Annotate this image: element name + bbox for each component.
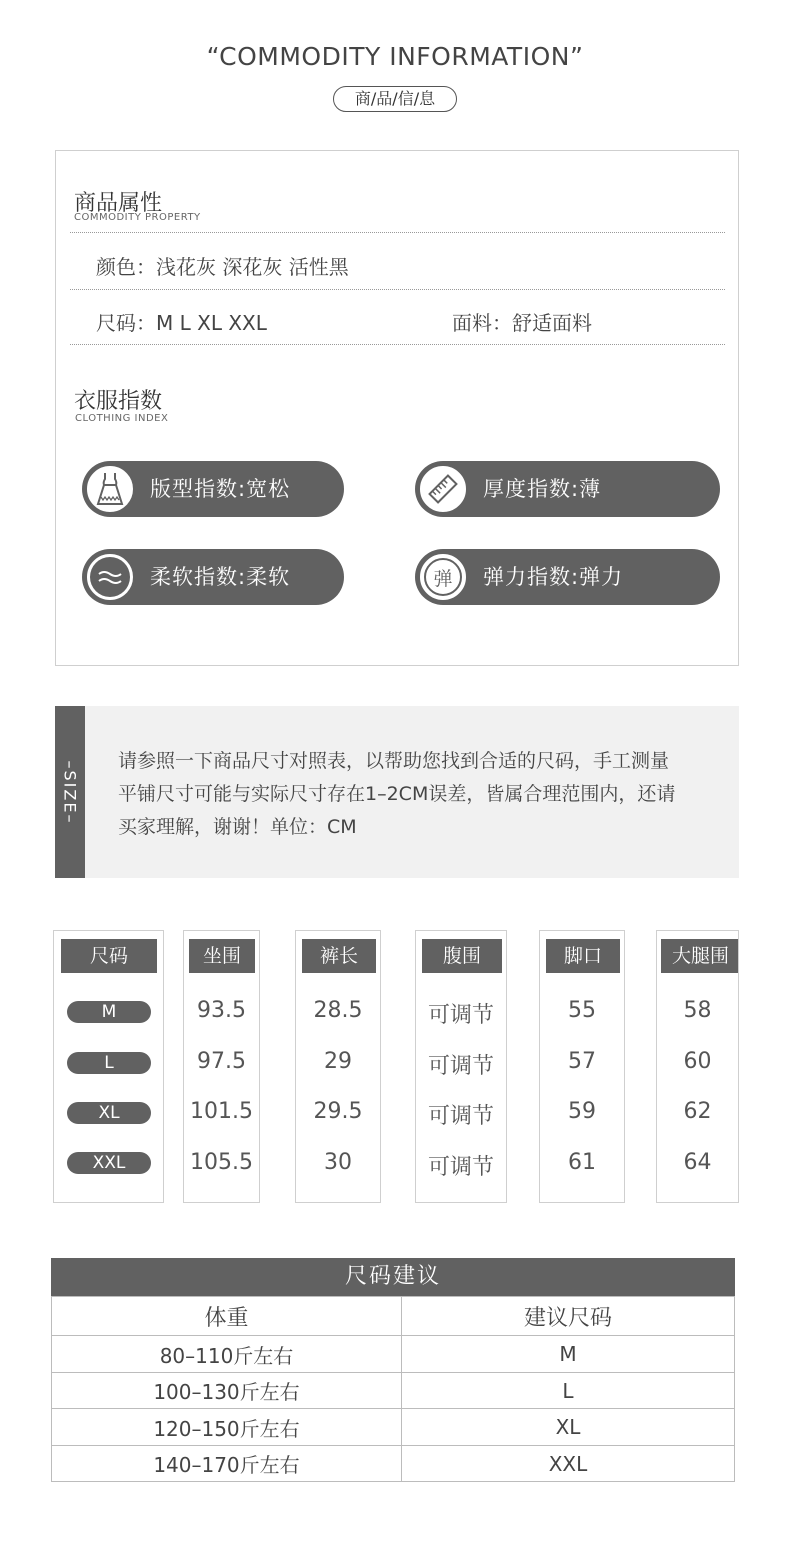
wave-icon	[84, 551, 136, 603]
size-badge: M	[67, 1001, 151, 1023]
size-badge: L	[67, 1052, 151, 1074]
size-column-thigh	[656, 930, 739, 1203]
size-column-size	[53, 930, 164, 1203]
table-cell: 64	[683, 1150, 712, 1175]
size-column-waist	[415, 930, 507, 1203]
table-row	[52, 1336, 734, 1373]
size-badge: XL	[67, 1102, 151, 1124]
column-header: 裤长	[302, 939, 376, 973]
weight-cell: 120–150斤左右	[52, 1409, 402, 1445]
table-cell: 可调节	[427, 1003, 494, 1028]
page-title: “COMMODITY INFORMATION”	[206, 42, 584, 71]
size-note-sidebar	[55, 706, 85, 878]
index-pill-elasticity	[415, 549, 720, 605]
dress-icon	[84, 463, 136, 515]
column-header: 坐围	[189, 939, 255, 973]
weight-cell: 140–170斤左右	[52, 1446, 402, 1481]
table-cell: 29	[324, 1049, 352, 1074]
column-header: 大腿围	[661, 939, 739, 973]
table-row	[52, 1409, 734, 1446]
size-note-text: 请参照一下商品尺寸对照表，以帮助您找到合适的尺码，手工测量 平铺尺寸可能与实际尺寸存在1–2CM误差，皆属合理范围内，还请 买家理解，谢谢！单位：CM	[118, 750, 676, 838]
table-row	[52, 1446, 734, 1481]
weight-cell: 100–130斤左右	[52, 1373, 402, 1408]
pill-label: 柔软指数:柔软	[150, 565, 291, 589]
table-cell: 可调节	[427, 1155, 494, 1180]
table-cell: 可调节	[427, 1104, 494, 1129]
property-subtitle: COMMODITY PROPERTY	[74, 212, 201, 223]
table-cell: 58	[683, 998, 712, 1023]
size-cell: XXL	[548, 1451, 588, 1476]
table-row	[52, 1373, 734, 1409]
table-cell: 30	[324, 1150, 352, 1175]
pill-label: 厚度指数:薄	[483, 477, 602, 501]
table-cell: 60	[683, 1049, 712, 1074]
table-cell: 55	[568, 998, 596, 1023]
size-label: –SIZE–	[60, 760, 80, 824]
divider	[70, 289, 725, 290]
column-header: 脚口	[546, 939, 620, 973]
index-pill-softness	[82, 549, 344, 605]
size-badge: XXL	[67, 1152, 151, 1174]
suggestion-title: 尺码建议	[51, 1258, 735, 1296]
page-subtitle: 商/品/信/息	[333, 86, 457, 112]
table-cell: 101.5	[190, 1099, 253, 1124]
table-cell: 可调节	[427, 1054, 494, 1079]
table-cell: 29.5	[313, 1099, 363, 1124]
index-title: 衣服指数	[74, 389, 163, 414]
table-cell: 93.5	[197, 998, 246, 1023]
ruler-icon	[417, 463, 469, 515]
fabric-line: 面料：舒适面料	[452, 311, 592, 335]
table-header-row	[52, 1297, 734, 1336]
size-cell: XL	[555, 1415, 581, 1439]
suggestion-table	[51, 1296, 735, 1482]
table-cell: 57	[568, 1049, 596, 1074]
column-header: 体重	[52, 1297, 402, 1335]
size-cell: L	[562, 1378, 574, 1403]
table-cell: 59	[568, 1099, 596, 1124]
index-pill-thickness	[415, 461, 720, 517]
property-title: 商品属性	[74, 191, 163, 216]
index-subtitle: CLOTHING INDEX	[75, 413, 169, 424]
pill-label: 弹力指数:弹力	[483, 565, 624, 589]
column-header: 尺码	[61, 939, 157, 973]
table-cell: 61	[568, 1150, 596, 1175]
table-cell: 62	[683, 1099, 712, 1124]
color-line: 颜色：浅花灰 深花灰 活性黑	[96, 255, 349, 279]
table-cell: 105.5	[190, 1150, 253, 1175]
size-line: 尺码：M L XL XXL	[96, 311, 267, 335]
weight-cell: 80–110斤左右	[52, 1336, 402, 1372]
divider	[70, 232, 725, 233]
table-cell: 97.5	[197, 1049, 246, 1074]
pill-label: 版型指数:宽松	[150, 477, 291, 501]
size-column-length	[295, 930, 381, 1203]
table-cell: 28.5	[313, 998, 363, 1023]
divider	[70, 344, 725, 345]
size-column-hip	[183, 930, 260, 1203]
column-header: 腹围	[422, 939, 502, 973]
column-header: 建议尺码	[523, 1305, 612, 1331]
size-column-hem	[539, 930, 625, 1203]
index-pill-fit	[82, 461, 344, 517]
elastic-icon: 弹	[417, 551, 469, 603]
size-cell: M	[559, 1342, 577, 1366]
